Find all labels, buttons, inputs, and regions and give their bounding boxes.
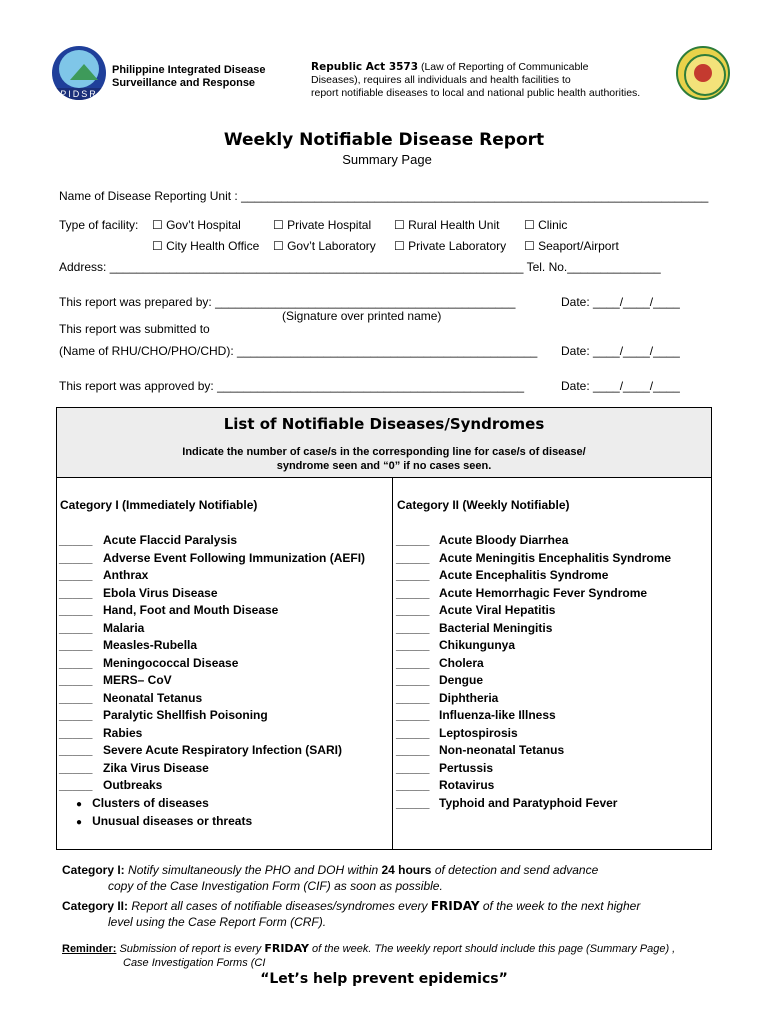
approved-by-field[interactable]: This report was approved by: ______________________________________________ [59,379,525,393]
case-count-blank[interactable]: _____ [59,533,93,547]
disease-row[interactable] [396,533,569,547]
disease-row[interactable] [396,585,648,600]
column-divider [392,477,393,849]
org-name: Philippine Integrated Disease Surveillance and Response [112,64,266,89]
outbreak-subitem: ● Clusters of diseases [76,796,209,810]
disease-row[interactable] [396,638,516,652]
facility-option[interactable]: ☐ City Health Office [152,239,260,253]
disease-name: Anthrax [103,568,149,582]
disease-name: Acute Viral Hepatitis [439,603,556,617]
reminder-note: Reminder: Submission of report is every FRIDAY of the week. The weekly report should include this page (Summary Page) , Case Investigation Forms (CI [62,942,676,969]
disease-row[interactable] [396,603,556,617]
slogan: “Let’s help prevent epidemics” [260,971,508,987]
case-count-blank[interactable]: _____ [59,673,93,687]
disease-row[interactable] [59,568,149,582]
case-count-blank[interactable]: _____ [59,638,93,652]
disease-name: Meningococcal Disease [103,655,239,670]
disease-name: Outbreaks [103,778,163,792]
disease-row[interactable] [59,655,239,670]
date-field[interactable]: Date: ____/____/____ [561,344,680,358]
facility-option[interactable]: ☐ Gov’t Hospital [152,218,241,232]
disease-name: Rotavirus [439,778,495,792]
case-count-blank[interactable]: _____ [396,725,430,740]
case-count-blank[interactable]: _____ [59,760,93,775]
case-count-blank[interactable]: _____ [59,708,93,722]
category-1-header: Category I (Immediately Notifiable) [60,498,258,512]
case-count-blank[interactable]: _____ [396,620,430,635]
disease-row[interactable] [396,795,618,810]
disease-row[interactable] [59,673,172,687]
prepared-by-field[interactable]: This report was prepared by: _____________________________________________ [59,295,516,309]
disease-row[interactable] [59,778,163,792]
page-title: Weekly Notifiable Disease Report [223,130,545,150]
disease-row[interactable] [59,620,145,635]
disease-name: Leptospirosis [439,725,518,740]
disease-name: Adverse Event Following Immunization (AEFI) [103,550,366,565]
disease-name: Chikungunya [439,638,516,652]
disease-name: Paralytic Shellfish Poisoning [103,708,268,722]
submitted-to-label: This report was submitted to [59,322,210,336]
list-instructions: Indicate the number of case/s in the corresponding line for case/s of disease/ syndrome seen and “0” if no cases seen. [182,446,586,472]
case-count-blank[interactable]: _____ [396,760,430,775]
case-count-blank[interactable]: _____ [396,638,430,652]
disease-name: Pertussis [439,760,494,775]
case-count-blank[interactable]: _____ [59,550,93,565]
disease-row[interactable] [396,673,484,687]
disease-name: Acute Bloody Diarrhea [439,533,569,547]
disease-name: Acute Hemorrhagic Fever Syndrome [439,585,648,600]
case-count-blank[interactable]: _____ [396,655,430,670]
disease-name: Diphtheria [439,690,499,705]
disease-row[interactable] [396,708,556,722]
disease-row[interactable] [396,550,672,565]
doh-seal [676,46,730,100]
signature-note: (Signature over printed name) [282,309,442,323]
case-count-blank[interactable]: _____ [59,568,93,582]
facility-option[interactable]: ☐ Clinic [524,218,568,232]
date-field[interactable]: Date: ____/____/____ [561,379,680,393]
disease-name: Influenza-like Illness [439,708,556,722]
disease-name: Ebola Virus Disease [103,585,218,600]
facility-option[interactable]: ☐ Private Hospital [273,218,372,232]
disease-name: Typhoid and Paratyphoid Fever [439,795,618,810]
disease-row[interactable] [59,533,238,547]
disease-name: Hand, Foot and Mouth Disease [103,603,279,617]
category-1-note: Category I: Notify simultaneously the PHO and DOH within 24 hours of detection and send advance copy of the Case Investigation Form (CIF) as soon as possible. [62,863,599,893]
case-count-blank[interactable]: _____ [396,533,430,547]
disease-name: Acute Flaccid Paralysis [103,533,238,547]
case-count-blank[interactable]: _____ [59,743,93,757]
facility-option[interactable]: ☐ Seaport/Airport [524,239,619,253]
disease-row[interactable] [59,585,218,600]
disease-row[interactable] [396,655,484,670]
disease-name: Neonatal Tetanus [103,690,203,705]
reporting-unit-field[interactable]: Name of Disease Reporting Unit : ______________________________________________________________________ [59,189,709,203]
case-count-blank[interactable]: _____ [396,585,430,600]
disease-name: Zika Virus Disease [103,760,209,775]
page-subtitle: Summary Page [342,152,432,167]
disease-row[interactable] [396,725,518,740]
disease-name: Dengue [439,673,484,687]
case-count-blank[interactable]: _____ [396,708,430,722]
disease-name: MERS– CoV [103,673,172,687]
disease-row[interactable] [396,568,609,582]
disease-row[interactable] [59,690,203,705]
case-count-blank[interactable]: _____ [396,568,430,582]
category-2-header: Category II (Weekly Notifiable) [397,498,570,512]
disease-row[interactable] [59,603,279,617]
pidsr-logo [52,46,106,100]
case-count-blank[interactable]: _____ [59,603,93,617]
disease-row[interactable] [396,620,553,635]
facility-option[interactable]: ☐ Private Laboratory [394,239,507,253]
disease-name: Non-neonatal Tetanus [439,743,565,757]
case-count-blank[interactable]: _____ [396,603,430,617]
case-count-blank[interactable]: _____ [59,620,93,635]
date-field[interactable]: Date: ____/____/____ [561,295,680,309]
facility-option[interactable]: ☐ Rural Health Unit [394,218,500,232]
case-count-blank[interactable]: _____ [59,778,93,792]
disease-row[interactable] [59,638,198,652]
disease-name: Severe Acute Respiratory Infection (SARI) [103,743,342,757]
disease-row[interactable] [59,708,268,722]
facility-label: Type of facility: [59,218,139,232]
case-count-blank[interactable]: _____ [396,690,430,705]
case-count-blank[interactable]: _____ [396,778,430,792]
case-count-blank[interactable]: _____ [396,743,430,757]
address-field[interactable]: Address: ______________________________________________________________ Tel. No.______________ [59,260,661,274]
case-count-blank[interactable]: _____ [396,673,430,687]
case-count-blank[interactable]: _____ [59,655,93,670]
disease-name: Acute Encephalitis Syndrome [439,568,609,582]
rhu-field[interactable]: (Name of RHU/CHO/PHO/CHD): _____________________________________________ [59,344,538,358]
disease-row[interactable] [396,778,495,792]
case-count-blank[interactable]: _____ [59,690,93,705]
case-count-blank[interactable]: _____ [59,585,93,600]
disease-row[interactable] [396,690,499,705]
facility-option[interactable]: ☐ Gov’t Laboratory [273,239,376,253]
disease-name: Acute Meningitis Encephalitis Syndrome [439,550,672,565]
case-count-blank[interactable]: _____ [396,795,430,810]
disease-row[interactable] [59,550,366,565]
republic-act-notice: Republic Act 3573 (Law of Reporting of Communicable Diseases), requires all individuals and health facilities to report notifiable diseases to local and national public health authorities. [311,61,641,99]
disease-row[interactable] [396,743,565,757]
disease-name: Measles-Rubella [103,638,198,652]
case-count-blank[interactable]: _____ [396,550,430,565]
disease-name: Malaria [103,620,145,635]
case-count-blank[interactable]: _____ [59,725,93,740]
disease-name: Cholera [439,655,484,670]
list-title: List of Notifiable Diseases/Syndromes [223,415,545,433]
category-2-note: Category II: Report all cases of notifiable diseases/syndromes every FRIDAY of the week to the next higher level using the Case Report Form (CRF). [62,899,641,929]
outbreak-subitem: ● Unusual diseases or threats [76,814,253,828]
disease-row[interactable] [59,760,209,775]
disease-name: Bacterial Meningitis [439,620,553,635]
disease-row[interactable] [396,760,494,775]
disease-row[interactable] [59,743,342,757]
disease-row[interactable] [59,725,143,740]
logo-text: PIDSR [52,88,106,100]
disease-name: Rabies [103,725,143,740]
